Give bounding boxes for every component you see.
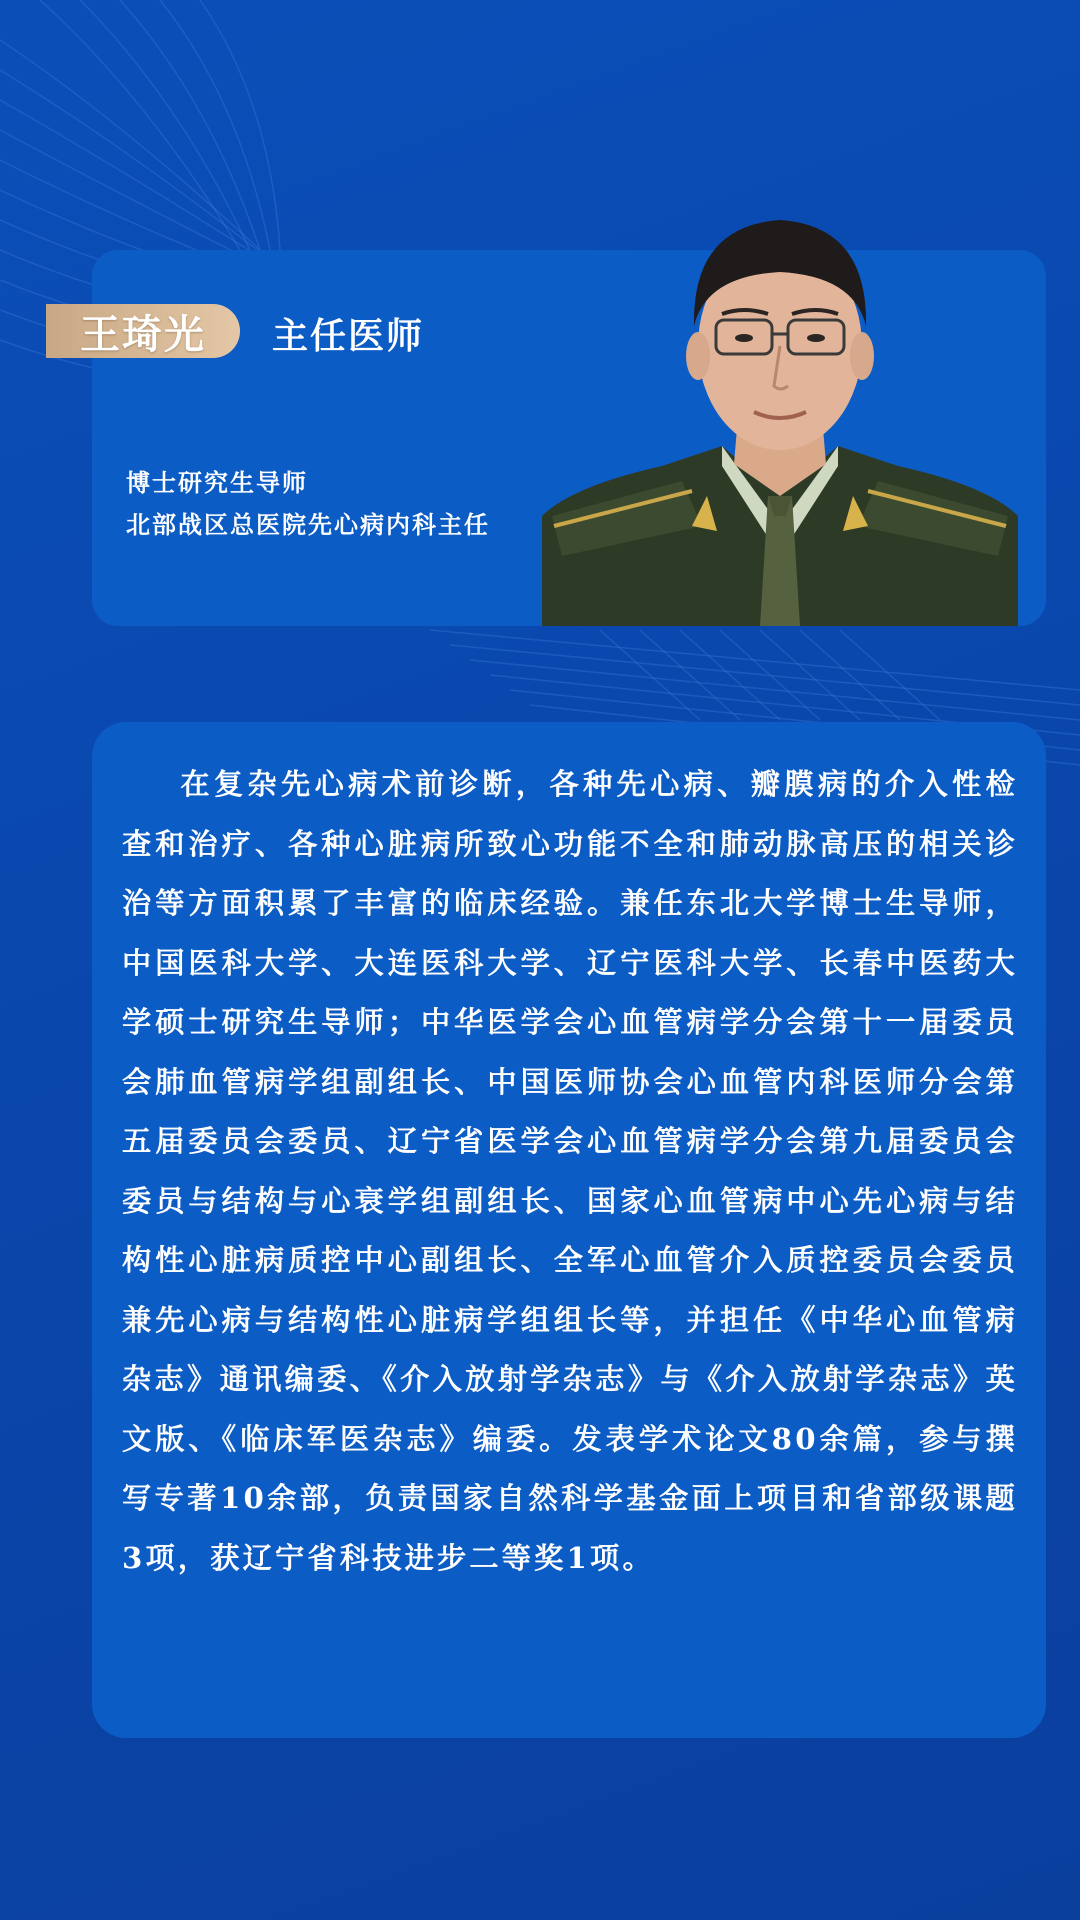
doctor-name: 王琦光	[80, 310, 206, 358]
role-line: 博士研究生导师	[126, 468, 308, 497]
doctor-portrait	[542, 196, 1018, 626]
name-tag	[46, 304, 240, 358]
bio-text: 在复杂先心病术前诊断，各种先心病、瓣膜病的介入性检查和治疗、各种心脏病所致心功能不全和肺动脉高压的相关诊治等方面积累了丰富的临床经验。兼任东北大学博士生导师，中国医科大学、大连医科大学、辽宁医科大学、长春中医药大学硕士研究生导师；中华医学会心血管病学分会第十一届委员会肺血管病学组副组长、中国医师协会心血管内科医师分会第五届委员会委员、辽宁省医学会心血管病学分会第九届委员会委员与结构与心衰学组副组长、国家心血管病中心先心病与结构性心脏病质控中心副组长、全军心血管介入质控委员会委员兼先心病与结构性心脏病学组组长等，并担任《中华心血管病杂志》通讯编委、《介入放射学杂志》与《介入放射学杂志》英文版、《临床军医杂志》编委。发表学术论文80余篇，参与撰写专著10余部，负责国家自然科学基金面上项目和省部级课题3项，获辽宁省科技进步二等奖1项。	[122, 767, 1018, 1575]
role-line: 北部战区总医院先心病内科主任	[126, 510, 490, 539]
doctor-title: 主任医师	[272, 315, 425, 357]
doctor-roles	[126, 462, 490, 546]
